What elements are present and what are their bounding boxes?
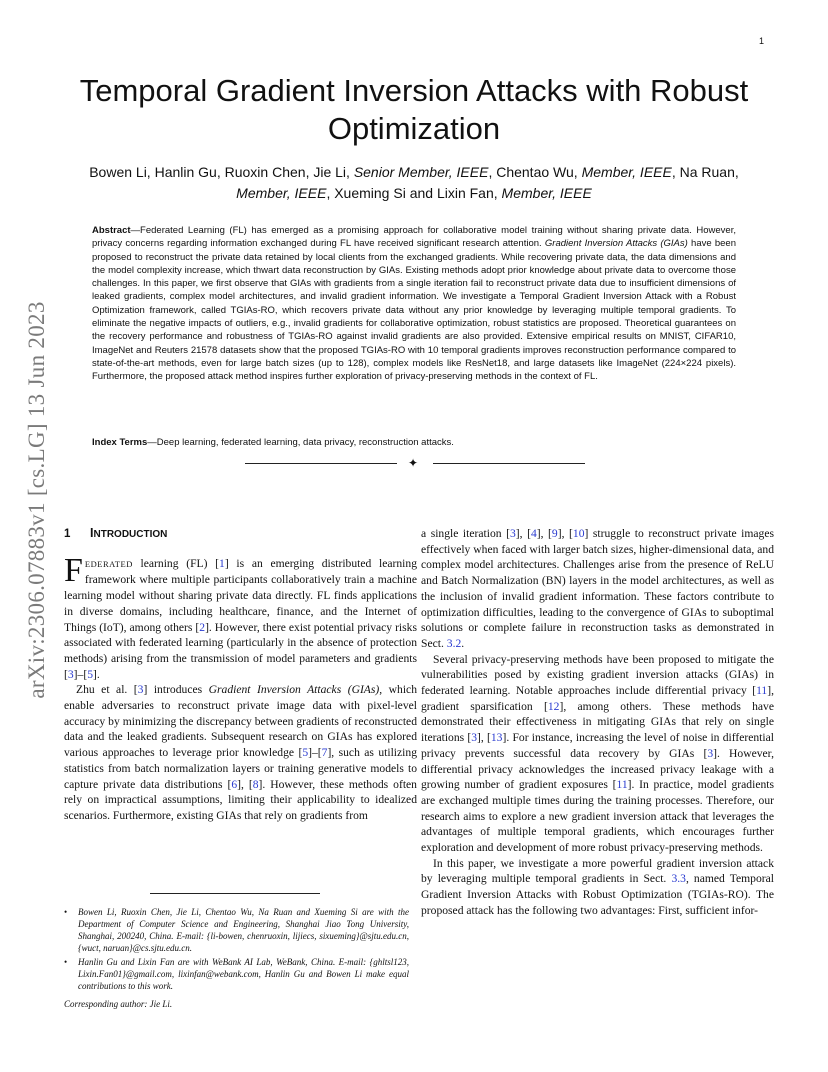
footnote-rule — [150, 893, 320, 894]
text: In this paper, we investigate a more powerful gradient inversion attack by leveraging multiple temporal gradients in Sect. — [421, 856, 774, 886]
citation-link[interactable]: 3 — [509, 527, 516, 540]
author-list — [60, 162, 768, 204]
citation-link[interactable]: 4 — [530, 527, 537, 540]
separator-line — [245, 463, 397, 464]
section-link[interactable]: 3.2 — [446, 636, 462, 650]
section-title-rest: NTRODUCTION — [93, 529, 168, 540]
citation-link[interactable]: 3 — [67, 667, 74, 681]
citation-link[interactable]: 5 — [302, 746, 309, 760]
text: a single iteration [ — [421, 527, 510, 540]
text: ]–[ — [308, 746, 322, 760]
abstract-dash: — — [130, 225, 141, 236]
dropcap: F — [64, 551, 83, 589]
paper-title: Temporal Gradient Inversion Attacks with Robust Optimization — [79, 73, 749, 146]
diamond-icon: ✦ — [408, 456, 419, 470]
text: ] struggle to reconstruct private images effectively when faced with larger batch sizes, higher-dimensional data, and complex model architectures. Challenges arise from the presence of ReLU and Batch Normalization (BN) layers in the model architectures, as well as the inclusion of invalid gradient information. These factors contribute to optimization difficulties, leading to the convergence of GIAs to suboptimal solutions or complete failure in reconstruction tasks as demonstrated in Sect. — [421, 527, 774, 650]
author-role: Member, IEEE — [581, 164, 672, 180]
citation-link[interactable]: 12 — [547, 699, 560, 713]
footnote-item: • Bowen Li, Ruoxin Chen, Jie Li, Chentao Wu, Na Ruan and Xueming Si are with the Department of Computer Science and Engineering, Shanghai Jiao Tong University, Shanghai, 200240, China. E-mail: {li-bowen, chenruoxin, lijiecs, sixueming}@sjtu.edu.cn, {wuct, naruan}@cs.sjtu.edu.cn. — [78, 906, 409, 954]
corresponding-author: Corresponding author: Jie Li. — [64, 999, 173, 1009]
citation-link[interactable]: 3 — [137, 683, 144, 697]
section-separator — [245, 456, 585, 470]
paragraph — [421, 652, 774, 856]
abstract-text: Federated Learning (FL) has emerged as a promising approach for collaborative model training without sharing private data. However, privacy concerns regarding information exchanged during FL have received significant research attention. — [92, 225, 736, 250]
section-link[interactable]: 3.3 — [671, 872, 686, 886]
paragraph — [421, 526, 774, 652]
paragraph — [64, 682, 417, 823]
text: ], such as utilizing statistics from batch normalization layers or training generative models to capture private data distributions [ — [64, 746, 417, 791]
author-names: , Xueming Si and Lixin Fan, — [326, 185, 502, 201]
text: ], [ — [536, 527, 552, 540]
index-terms-label: Index Terms — [92, 437, 148, 448]
citation-link[interactable]: 9 — [551, 527, 558, 540]
text: ]. In practice, model gradients are exchanged multiple times during the training processes. Therefore, our research aims to explore a new gradient inversion attack that leverages the advantages of multiple temporal gradients, which encourages further exploration and development of more robust privacy-preserving methods. — [421, 778, 774, 855]
author-role: Member, IEEE — [501, 185, 592, 201]
text: learning (FL) [ — [132, 556, 220, 570]
text: ] introduces — [143, 683, 209, 697]
text: ] is an emerging distributed learning framework where multiple participants collaboratively train a machine learning model without sharing private data directly. FL finds applications in diverse domains, including healthcare, finance, and the Internet of Things (IoT), among others [ — [64, 556, 417, 634]
separator-line — [433, 463, 585, 464]
left-column — [64, 526, 417, 824]
citation-link[interactable]: 1 — [219, 556, 225, 570]
citation-link[interactable]: 10 — [572, 527, 585, 540]
text: ]. However, these methods often rely on impractical assumptions, limiting their applicability to idealized scenarios. Furthermore, existing GIAs that rely on gradients from — [64, 777, 417, 822]
section-heading — [64, 526, 417, 543]
text: ], [ — [557, 527, 573, 540]
text: ], among others. These methods have demonstrated their effectiveness in mitigating GIAs that rely on single iterations [ — [421, 699, 775, 745]
text: ]. However, differential privacy acknowledges the increased privacy leakage with a growing number of gradient exposures [ — [421, 746, 774, 792]
citation-link[interactable]: 3 — [707, 746, 714, 760]
text: . — [461, 636, 465, 650]
text: Several privacy-preserving methods have been proposed to mitigate the vulnerabilities posed by existing gradient inversion attacks (GIAs) in federated learning. Notable approaches include differential privacy [ — [421, 652, 774, 698]
citation-link[interactable]: 6 — [231, 777, 238, 791]
citation-link[interactable]: 7 — [321, 746, 328, 760]
footnote-item: • Hanlin Gu and Lixin Fan are with WeBank AI Lab, WeBank, China. E-mail: {ghltsl123, Lixin.Fan01}@gmail.com, lixinfan@webank.com, Hanlin Gu and Bowen Li make equal contributions to this work. — [78, 956, 409, 992]
text: Zhu et al. [ — [76, 683, 138, 697]
italic-term: Gradient Inversion Attacks (GIAs) — [208, 683, 380, 697]
arxiv-stamp — [22, 290, 52, 710]
abstract — [92, 224, 736, 384]
citation-link[interactable]: 11 — [756, 684, 768, 698]
section-number: 1 — [64, 528, 71, 540]
index-terms — [92, 436, 736, 449]
citation-link[interactable]: 5 — [87, 667, 93, 681]
citation-link[interactable]: 13 — [490, 731, 503, 745]
smallcaps-text: EDERATED — [84, 558, 133, 569]
abstract-italic: Gradient Inversion Attacks (GIAs) — [544, 238, 688, 250]
citation-link[interactable]: 2 — [199, 620, 206, 634]
text: ], [ — [515, 527, 531, 540]
text: ], [ — [237, 777, 253, 791]
text: ]–[ — [73, 667, 88, 681]
paragraph — [64, 551, 417, 683]
text: ]. — [93, 667, 100, 681]
citation-link[interactable]: 8 — [252, 777, 259, 791]
page-number: 1 — [758, 36, 764, 46]
paragraph — [421, 856, 774, 919]
citation-link[interactable]: 3 — [471, 731, 478, 745]
text: , which enable adversaries to reconstruct private image data with pixel-level accuracy by minimizing the discrepancy between gradients of reconstructed data and the leaked gradients. Subsequent research on GIAs has explored various approaches to leverage prior knowledge [ — [64, 683, 417, 760]
text: ]. However, there exist potential privacy risks associated with federated learning (particularly in the absence of protection methods) arising from the transmission of model parameters and gradients [ — [64, 620, 417, 681]
text: ], gradient sparsification [ — [421, 684, 774, 713]
footnotes — [64, 906, 409, 1010]
index-terms-text: —Deep learning, federated learning, data privacy, reconstruction attacks. — [147, 437, 454, 448]
author-role: Member, IEEE — [236, 185, 327, 201]
right-column — [421, 526, 774, 919]
abstract-label: Abstract — [92, 225, 131, 236]
abstract-text: have been proposed to reconstruct the private data retained by local clients from the exchanged gradients. While recovering private data, the data dimensions and the model complexity increase, which thwart data reconstruction by GIAs. Existing methods adopt prior knowledge about private data to overcome those challenges. In this paper, we first observe that GIAs with gradients from a single iteration fail to reconstruct private data due to insufficient dimensions of leaked gradients, complex model architectures, and invalid gradient information. We investigate a Temporal Gradient Inversion Attack with a Robust Optimization framework, called TGIAs-RO, which recovers private data without any prior knowledge by leveraging multiple temporal gradients. To eliminate the negative impacts of outliers, e.g., invalid gradients for collaborative optimization, robust statistics are proposed. Theoretical guarantees on the recovery performance and robustness of TGIAs-RO against invalid gradients are also provided. Extensive empirical results on MNIST, CIFAR10, ImageNet and Reuters 21578 datasets show that the proposed TGIAs-RO with 10 temporal gradients improves reconstruction performance compared to state-of-the-art methods, even for large batch sizes (up to 128), complex models like ResNet18, and large datasets like ImageNet (224×224 pixels). Furthermore, the proposed attack method inspires further exploration of privacy-preserving methods in the context of FL. — [92, 238, 736, 383]
author-names: , Chentao Wu, — [488, 164, 582, 180]
text: , named Temporal Gradient Inversion Attacks with Robust Optimization (TGIAs-RO). The proposed attack has the following two advantages: First, sufficient infor- — [421, 872, 774, 917]
author-names: , Na Ruan, — [671, 164, 739, 180]
text: ], [ — [477, 731, 491, 745]
section-title-initial: I — [90, 526, 94, 540]
arxiv-stamp-text: arXiv:2306.07883v1 [cs.LG] 13 Jun 2023 — [24, 301, 49, 699]
citation-link[interactable]: 11 — [616, 778, 628, 792]
text: ]. For instance, increasing the level of noise in differential privacy prevents successful data recovery by GIAs [ — [421, 731, 774, 760]
author-names: Bowen Li, Hanlin Gu, Ruoxin Chen, Jie Li, — [89, 164, 354, 180]
author-role: Senior Member, IEEE — [353, 164, 489, 180]
